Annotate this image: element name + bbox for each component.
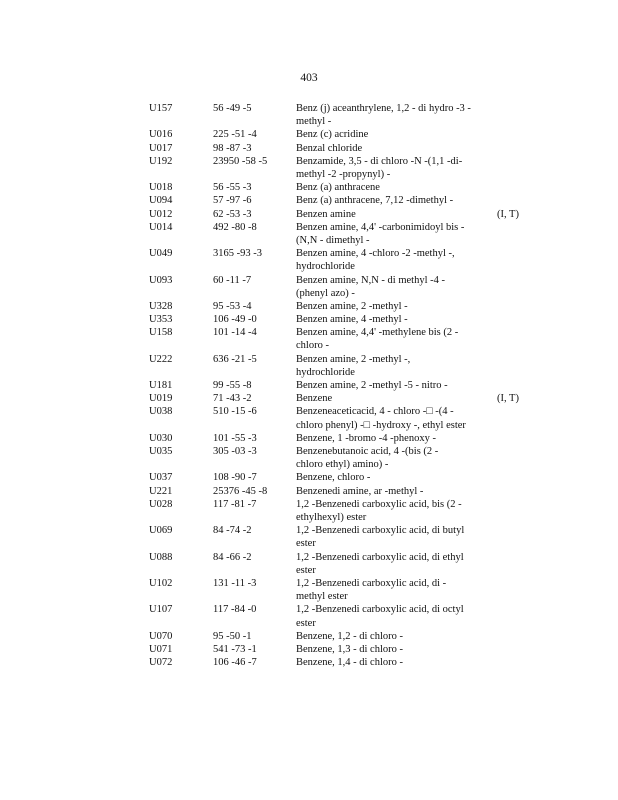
table-row	[0, 194, 618, 207]
table-row	[0, 577, 618, 603]
hazardous-waste-code: U028	[149, 498, 173, 510]
table-row	[0, 379, 618, 392]
substance-name-line: Benzen amine, N,N - di methyl -4 -	[296, 274, 445, 286]
table-row	[0, 656, 618, 669]
hazardous-waste-code: U035	[149, 446, 173, 457]
cas-number: 117 -84 -0	[213, 604, 257, 616]
substance-name	[296, 445, 486, 471]
substance-name-line: methyl -2 -propynyl) -	[296, 168, 391, 180]
table-row	[0, 181, 618, 194]
cas-number: 3165 -93 -3	[213, 248, 262, 260]
substance-name-line: Benzen amine	[296, 208, 356, 220]
substance-name	[296, 155, 486, 181]
substance-name-line: Benzen amine, 2 -methyl -,	[296, 353, 411, 365]
cas-number: 101 -14 -4	[213, 327, 257, 339]
hazardous-waste-code: U071	[149, 643, 173, 655]
substance-name-line: (phenyl azo) -	[296, 287, 355, 299]
cas-number: 60 -11 -7	[213, 274, 252, 286]
substance-name	[296, 577, 486, 603]
hazardous-waste-code: U102	[149, 577, 173, 589]
table-row	[0, 128, 618, 141]
substance-name-line: methyl -	[296, 116, 332, 128]
substance-name	[296, 221, 486, 247]
substance-name-line: Benzen amine, 4 -methyl -	[296, 314, 408, 326]
table-row	[0, 208, 618, 221]
substance-name	[296, 524, 486, 550]
cas-number: 636 -21 -5	[213, 353, 257, 365]
substance-name-line: Benzene, 1 -bromo -4 -phenoxy -	[296, 432, 436, 444]
cas-number: 25376 -45 -8	[213, 485, 268, 497]
hazardous-waste-code: U328	[149, 300, 173, 312]
table-row	[0, 471, 618, 484]
hazardous-waste-code: U222	[149, 353, 173, 365]
substance-name-line: chloro ethyl) amino) -	[296, 459, 389, 471]
substance-name-line: 1,2 -Benzenedi carboxylic acid, di -	[296, 577, 447, 589]
cas-number: 56 -49 -5	[213, 103, 252, 114]
substance-name	[296, 194, 486, 207]
hazardous-waste-code: U093	[149, 274, 173, 286]
substance-name-line: 1,2 -Benzenedi carboxylic acid, di ethyl	[296, 551, 464, 563]
substance-name-line: chloro -	[296, 340, 329, 352]
substance-name	[296, 656, 486, 669]
substance-name-line: hydrochloride	[296, 261, 355, 273]
substance-name-line: Benzene, 1,4 - di chloro -	[296, 657, 404, 669]
hazardous-waste-code: U072	[149, 657, 173, 669]
cas-number: 95 -50 -1	[213, 630, 252, 642]
cas-number: 541 -73 -1	[213, 643, 257, 655]
substance-name	[296, 630, 486, 643]
cas-number: 117 -81 -7	[213, 498, 257, 510]
substance-name-line: 1,2 -Benzenedi carboxylic acid, bis (2 -	[296, 498, 462, 510]
table-row	[0, 643, 618, 656]
substance-name-line: Benzamide, 3,5 - di chloro -N -(1,1 -di-	[296, 155, 463, 167]
substance-name-line: ester	[296, 564, 316, 576]
substance-name-line: Benzen amine, 4,4' -methylene bis (2 -	[296, 327, 459, 339]
cas-number: 23950 -58 -5	[213, 155, 268, 167]
table-row	[0, 392, 618, 405]
cas-number: 95 -53 -4	[213, 300, 252, 312]
table-row	[0, 142, 618, 155]
substance-name	[296, 326, 486, 352]
cas-number: 56 -55 -3	[213, 182, 252, 194]
substance-name-line: ester	[296, 538, 316, 550]
hazardous-waste-code: U017	[149, 142, 173, 154]
hazard-code: (I, T)	[497, 393, 519, 405]
table-row	[0, 405, 618, 431]
substance-name	[296, 247, 486, 273]
substance-name	[296, 551, 486, 577]
page-number: 403	[300, 72, 318, 84]
substance-name	[296, 313, 486, 326]
substance-name-line: Benzene, 1,2 - di chloro -	[296, 630, 404, 642]
cas-number: 225 -51 -4	[213, 129, 257, 141]
hazardous-waste-code: U192	[149, 155, 173, 167]
substance-name-line: Benzenebutanoic acid, 4 -(bis (2 -	[296, 446, 439, 457]
hazardous-waste-code: U038	[149, 406, 173, 418]
substance-name-line: 1,2 -Benzenedi carboxylic acid, di butyl	[296, 525, 465, 537]
substance-name-line: methyl ester	[296, 591, 348, 603]
substance-name	[296, 181, 486, 194]
cas-number: 510 -15 -6	[213, 406, 257, 418]
hazardous-waste-code: U069	[149, 525, 173, 537]
table-row	[0, 247, 618, 273]
substance-name-line: Benzenedi amine, ar -methyl -	[296, 485, 424, 497]
cas-number: 101 -55 -3	[213, 432, 257, 444]
substance-name	[296, 392, 486, 405]
cas-number: 305 -03 -3	[213, 446, 257, 457]
table-row	[0, 221, 618, 247]
table-row	[0, 445, 618, 471]
hazard-code: (I, T)	[497, 208, 519, 220]
substance-name-line: Benzen amine, 2 -methyl -	[296, 300, 408, 312]
substance-name	[296, 405, 486, 431]
table-row	[0, 102, 618, 128]
hazardous-waste-code: U157	[149, 103, 173, 114]
substance-name-line: Benzene, 1,3 - di chloro -	[296, 643, 404, 655]
cas-number: 99 -55 -8	[213, 380, 252, 392]
substance-name	[296, 498, 486, 524]
substance-name-line: Benzen amine, 4 -chloro -2 -methyl -,	[296, 248, 455, 260]
substance-name	[296, 643, 486, 656]
substance-name	[296, 300, 486, 313]
substance-name-line: Benzene	[296, 393, 333, 405]
substance-name	[296, 274, 486, 300]
hazardous-waste-code: U012	[149, 208, 173, 220]
hazardous-waste-code: U014	[149, 221, 173, 233]
substance-name-line: ethylhexyl) ester	[296, 511, 367, 523]
substance-name	[296, 102, 486, 128]
table-row	[0, 485, 618, 498]
table-row	[0, 498, 618, 524]
substance-name-line: Benzene, chloro -	[296, 472, 371, 484]
hazardous-waste-code: U030	[149, 432, 173, 444]
table-row	[0, 353, 618, 379]
table-row	[0, 432, 618, 445]
table-row	[0, 630, 618, 643]
substance-name	[296, 353, 486, 379]
substance-name-line: Benz (a) anthracene	[296, 182, 380, 194]
table-row	[0, 155, 618, 181]
substance-name	[296, 379, 486, 392]
table-row	[0, 313, 618, 326]
substance-name-line: hydrochloride	[296, 366, 355, 378]
table-row	[0, 326, 618, 352]
substance-name-line: (N,N - dimethyl -	[296, 234, 370, 246]
substance-name	[296, 485, 486, 498]
substance-name	[296, 142, 486, 155]
substance-name	[296, 432, 486, 445]
cas-number: 84 -66 -2	[213, 551, 252, 563]
cas-number: 98 -87 -3	[213, 142, 252, 154]
hazardous-waste-code: U088	[149, 551, 173, 563]
hazardous-waste-code: U181	[149, 380, 173, 392]
cas-number: 71 -43 -2	[213, 393, 252, 405]
substance-name-line: Benz (a) anthracene, 7,12 -dimethyl -	[296, 195, 454, 207]
hazardous-waste-code: U037	[149, 472, 173, 484]
table-row	[0, 274, 618, 300]
substance-name-line: Benzeneaceticacid, 4 - chloro -□ -(4 -	[296, 406, 454, 418]
hazardous-waste-code: U094	[149, 195, 173, 207]
cas-number: 108 -90 -7	[213, 472, 257, 484]
substance-name	[296, 208, 486, 221]
table-row	[0, 551, 618, 577]
substance-name-line: 1,2 -Benzenedi carboxylic acid, di octyl	[296, 604, 464, 616]
substance-name	[296, 471, 486, 484]
substance-name-line: Benzal chloride	[296, 142, 363, 154]
cas-number: 106 -46 -7	[213, 657, 257, 669]
substance-name-line: Benzen amine, 2 -methyl -5 - nitro -	[296, 380, 448, 392]
table-row	[0, 603, 618, 629]
substance-name	[296, 128, 486, 141]
substance-name-line: Benz (j) aceanthrylene, 1,2 - di hydro -3 -	[296, 103, 471, 114]
hazardous-waste-code: U049	[149, 248, 173, 260]
substance-name	[296, 603, 486, 629]
hazardous-waste-code: U016	[149, 129, 173, 141]
hazardous-waste-code: U019	[149, 393, 173, 405]
cas-number: 492 -80 -8	[213, 221, 257, 233]
hazardous-waste-code: U107	[149, 604, 173, 616]
table-row	[0, 524, 618, 550]
cas-number: 106 -49 -0	[213, 314, 257, 326]
hazardous-waste-code: U221	[149, 485, 173, 497]
cas-number: 131 -11 -3	[213, 577, 257, 589]
substance-name-line: Benz (c) acridine	[296, 129, 369, 141]
table-row	[0, 300, 618, 313]
substance-name-line: Benzen amine, 4,4' -carbonimidoyl bis -	[296, 221, 465, 233]
hazardous-waste-code: U018	[149, 182, 173, 194]
hazardous-waste-code: U353	[149, 314, 173, 326]
hazardous-waste-code: U070	[149, 630, 173, 642]
cas-number: 84 -74 -2	[213, 525, 252, 537]
cas-number: 62 -53 -3	[213, 208, 252, 220]
cas-number: 57 -97 -6	[213, 195, 252, 207]
chemical-listing-table	[0, 102, 618, 669]
substance-name-line: chloro phenyl) -□ -hydroxy -, ethyl ester	[296, 419, 466, 431]
hazardous-waste-code: U158	[149, 327, 173, 339]
substance-name-line: ester	[296, 617, 316, 629]
